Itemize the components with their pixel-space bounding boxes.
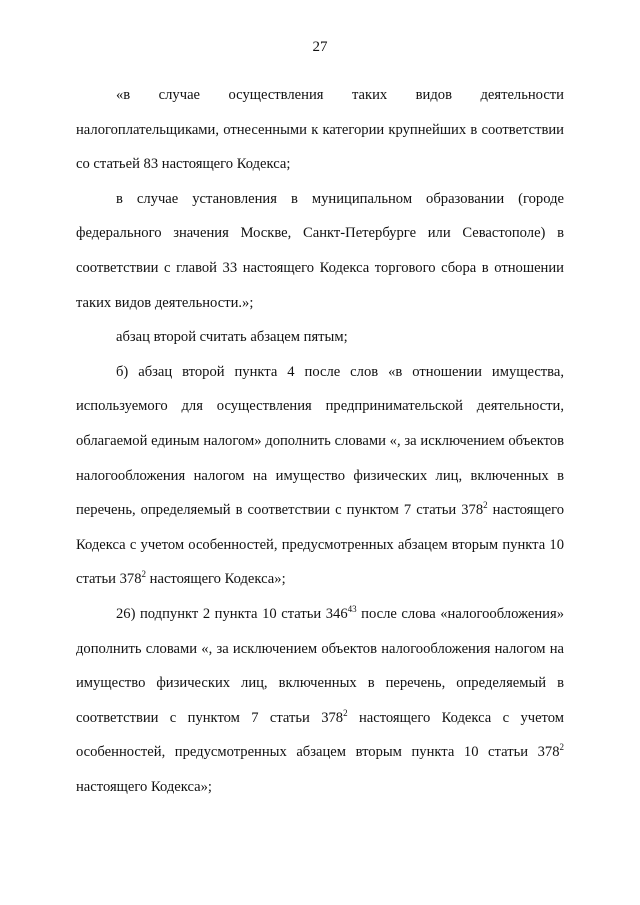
text-segment: настоящего Кодекса»;: [76, 778, 212, 795]
superscript: 2: [343, 707, 348, 718]
text-segment: б) абзац второй пункта 4 после слов «в отношении имущества, используемого для осуществления предпринимательской деятельности, облагаемой единым налогом» дополнить словами «, за исключением объектов налогообложения налогом на имущество физических лиц, включенных в перечень, определяемый в соответствии с пунктом 7 статьи 378: [76, 363, 564, 519]
paragraph-5: [76, 597, 564, 805]
text-segment: 26) подпункт 2 пункта 10 статьи 346: [116, 605, 348, 622]
superscript: 2: [559, 742, 564, 753]
text-segment: в случае установления в муниципальном образовании (городе федерального значения Москве, Санкт-Петербурге или Севастополе) в соответствии с главой 33 настоящего Кодекса торгового сбора в отношении таких видов деятельности.»;: [76, 190, 564, 311]
paragraph-4: [76, 355, 564, 597]
page-number: 27: [312, 39, 328, 55]
paragraph-1: [76, 78, 564, 182]
text-segment: «в случае осуществления таких видов деятельности налогоплательщиками, отнесенными к категории крупнейших в соответствии со статьей 83 настоящего Кодекса;: [76, 87, 564, 173]
superscript: 2: [141, 569, 147, 580]
text-segment: после слова «налогообложения» дополнить словами «, за исключением объектов налогообложения налогом на имущество физических лиц, включенных в перечень, определяемый в соответствии с пунктом 7 статьи 378: [76, 605, 564, 726]
paragraph-3: [76, 320, 564, 355]
superscript: 2: [483, 500, 488, 511]
superscript: 43: [347, 603, 357, 614]
text-segment: абзац второй считать абзацем пятым;: [116, 329, 348, 346]
paragraph-2: [76, 182, 564, 320]
text-segment: настоящего Кодекса с учетом особенностей, предусмотренных абзацем вторым пункта 10 статьи 378: [76, 709, 564, 761]
document-body: [76, 78, 564, 804]
text-segment: настоящего Кодекса»;: [146, 571, 286, 588]
text-segment: настоящего Кодекса с учетом особенностей, предусмотренных абзацем вторым пункта 10 статьи 378: [76, 502, 564, 588]
